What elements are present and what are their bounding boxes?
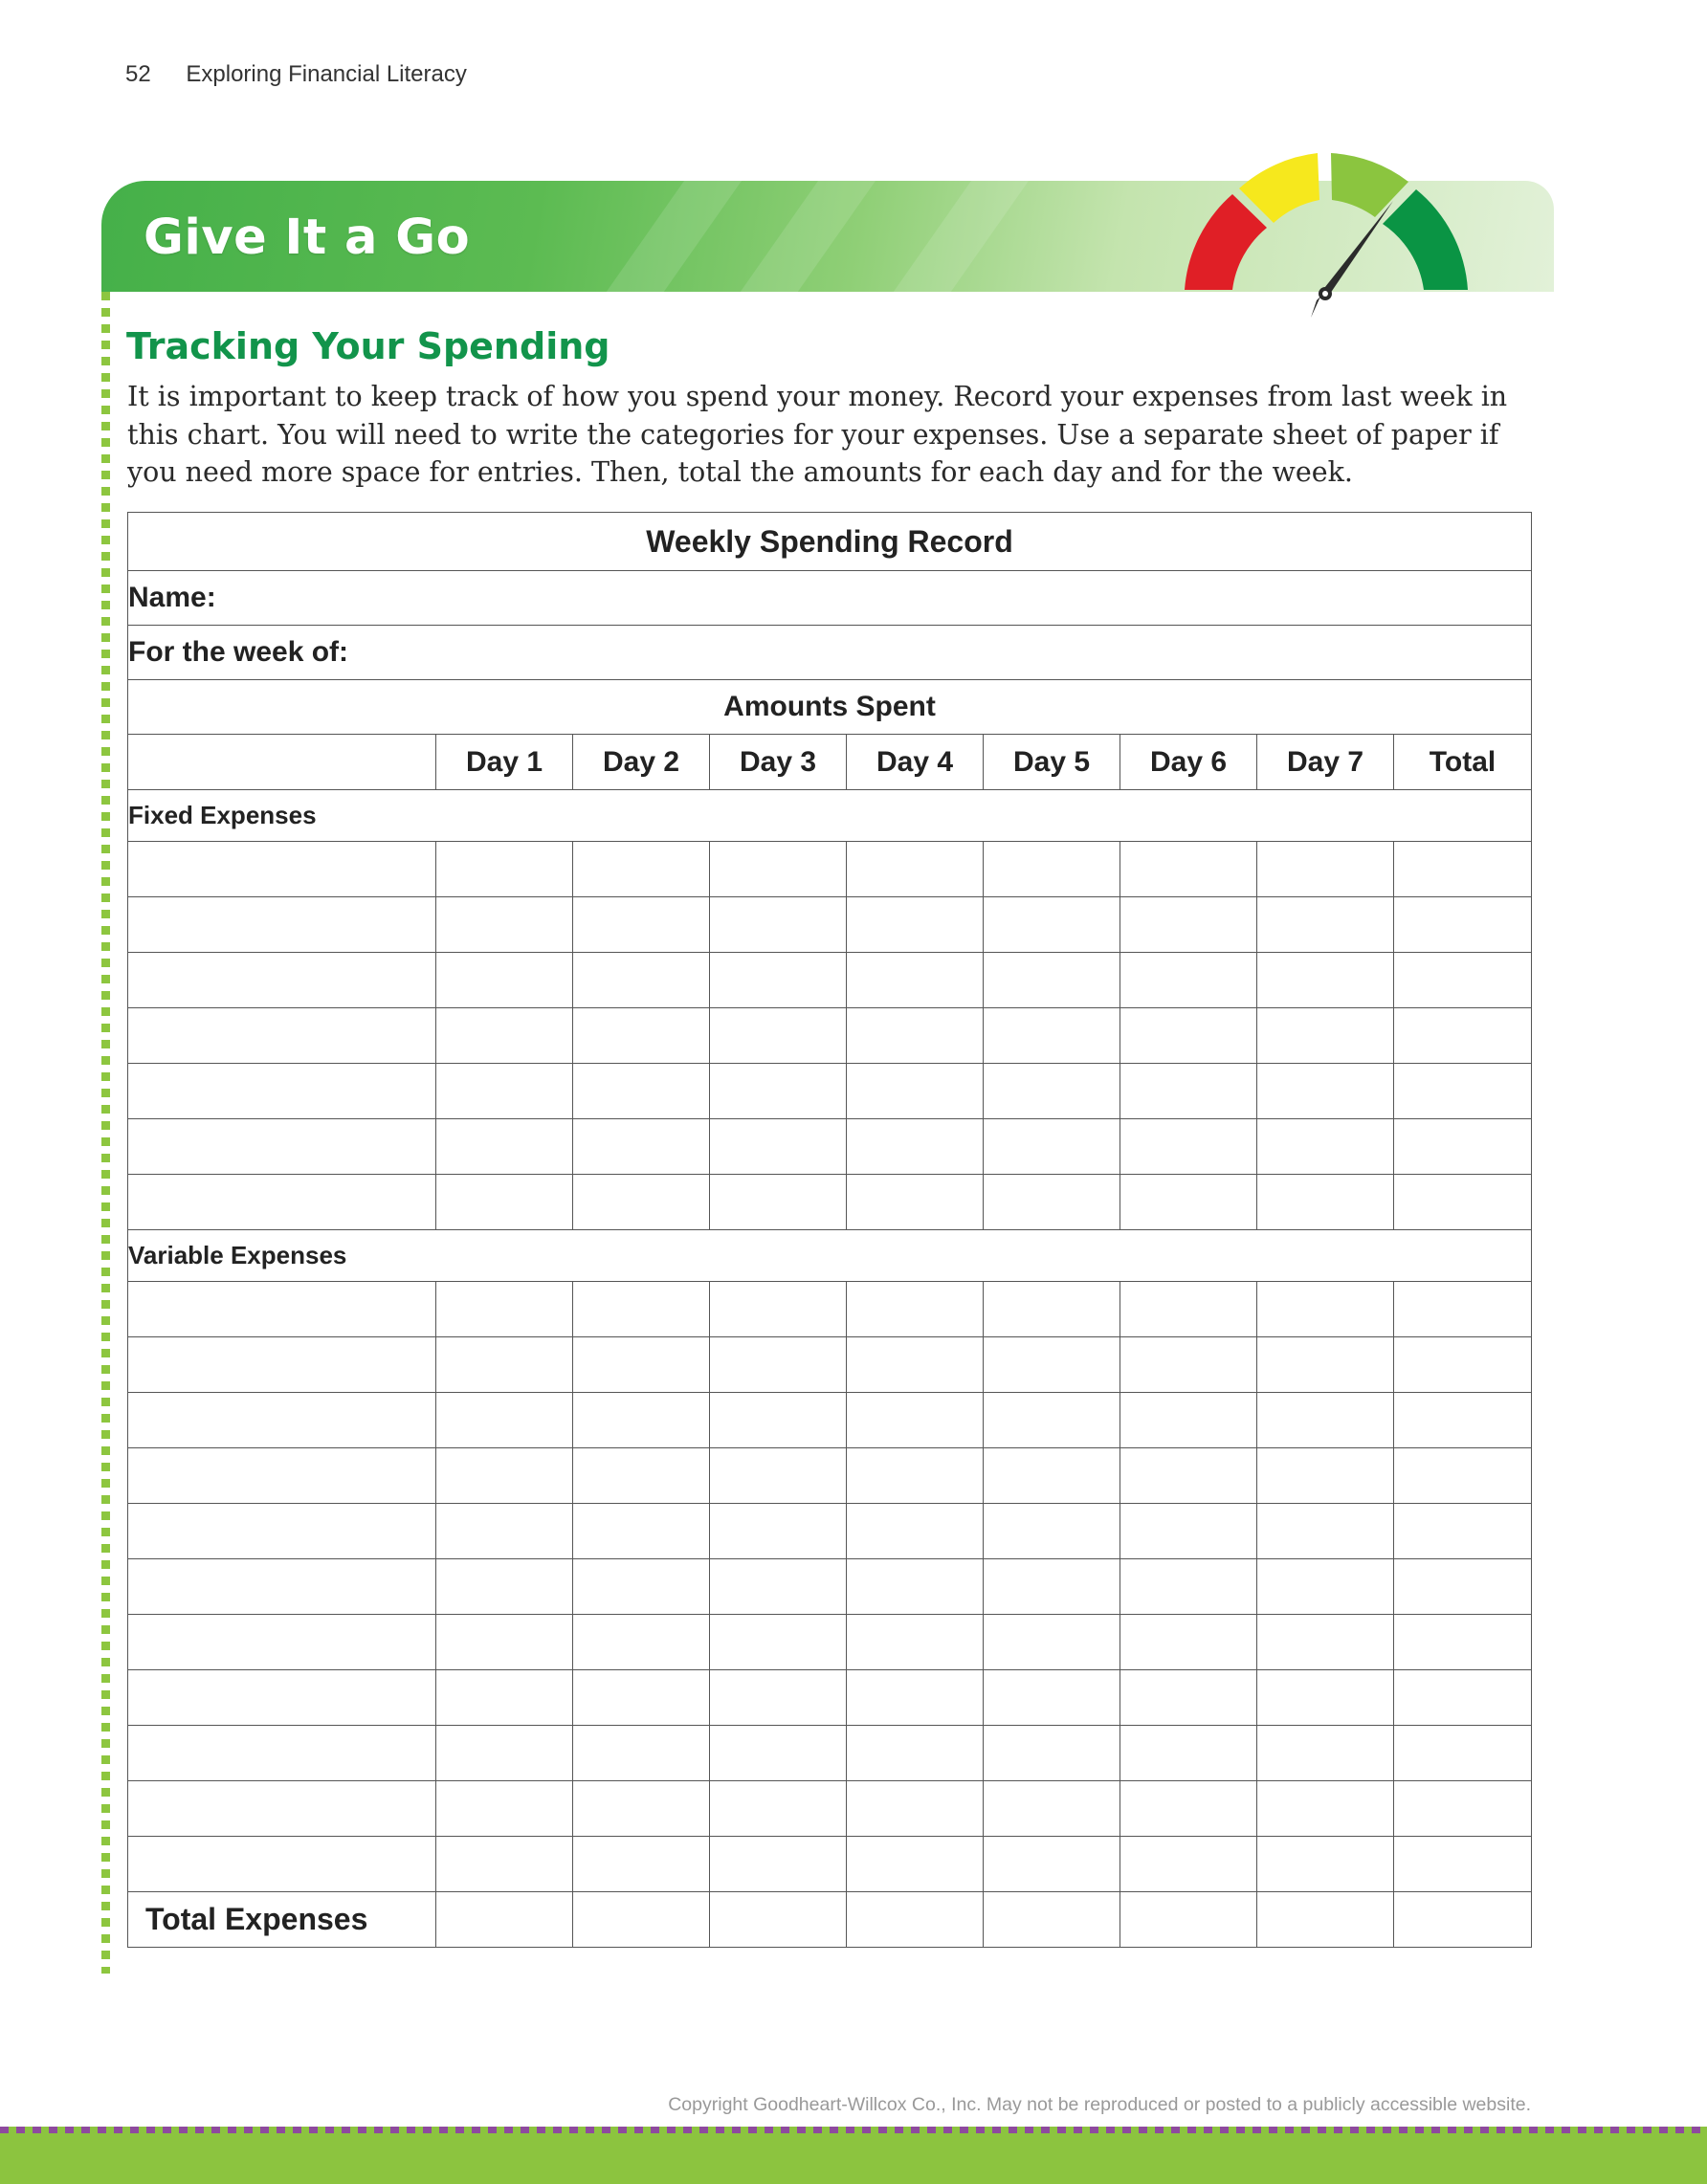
fixed-expense-category-cell[interactable]	[128, 953, 436, 1008]
fixed-expense-amount-cell[interactable]	[710, 1119, 847, 1175]
variable-expense-amount-cell[interactable]	[847, 1781, 984, 1837]
variable-expense-amount-cell[interactable]	[710, 1393, 847, 1448]
variable-expense-amount-cell[interactable]	[847, 1837, 984, 1892]
fixed-expense-amount-cell[interactable]	[1120, 842, 1257, 897]
variable-expense-amount-cell[interactable]	[984, 1559, 1120, 1615]
column-header-day-6: Day 6	[1120, 735, 1257, 790]
variable-expense-amount-cell[interactable]	[847, 1670, 984, 1726]
column-header-day-2: Day 2	[573, 735, 710, 790]
variable-expense-amount-cell[interactable]	[1257, 1504, 1394, 1559]
column-header-day-5: Day 5	[984, 735, 1120, 790]
total-expenses-label: Total Expenses	[128, 1892, 436, 1948]
variable-expense-amount-cell[interactable]	[984, 1393, 1120, 1448]
variable-expense-amount-cell[interactable]	[1120, 1726, 1257, 1781]
fixed-expense-amount-cell[interactable]	[1394, 1119, 1532, 1175]
variable-expense-amount-cell[interactable]	[847, 1337, 984, 1393]
variable-expense-amount-cell[interactable]	[1394, 1337, 1532, 1393]
column-header-day-7: Day 7	[1257, 735, 1394, 790]
variable-expense-amount-cell[interactable]	[436, 1726, 573, 1781]
variable-expense-row	[128, 1837, 1532, 1892]
variable-expense-amount-cell[interactable]	[573, 1615, 710, 1670]
fixed-expense-amount-cell[interactable]	[984, 897, 1120, 953]
variable-expense-amount-cell[interactable]	[847, 1282, 984, 1337]
variable-expense-amount-cell[interactable]	[984, 1448, 1120, 1504]
variable-expense-amount-cell[interactable]	[710, 1559, 847, 1615]
fixed-expense-category-cell[interactable]	[128, 1119, 436, 1175]
fixed-expense-amount-cell[interactable]	[847, 842, 984, 897]
total-cell-week[interactable]	[1394, 1892, 1532, 1948]
variable-expense-amount-cell[interactable]	[1394, 1670, 1532, 1726]
fixed-expense-amount-cell[interactable]	[710, 1008, 847, 1064]
fixed-expense-row	[128, 1119, 1532, 1175]
variable-expense-category-cell[interactable]	[128, 1781, 436, 1837]
fixed-expense-category-cell[interactable]	[128, 897, 436, 953]
variable-expense-amount-cell[interactable]	[1257, 1837, 1394, 1892]
book-title: Exploring Financial Literacy	[186, 61, 467, 87]
variable-expense-amount-cell[interactable]	[1120, 1282, 1257, 1337]
variable-expense-amount-cell[interactable]	[1120, 1670, 1257, 1726]
column-header-total: Total	[1394, 735, 1532, 790]
fixed-expense-amount-cell[interactable]	[436, 842, 573, 897]
variable-expense-amount-cell[interactable]	[573, 1448, 710, 1504]
fixed-expense-amount-cell[interactable]	[847, 1064, 984, 1119]
variable-expense-amount-cell[interactable]	[1394, 1615, 1532, 1670]
fixed-expense-amount-cell[interactable]	[573, 1175, 710, 1230]
variable-expense-amount-cell[interactable]	[984, 1670, 1120, 1726]
fixed-expense-category-cell[interactable]	[128, 1008, 436, 1064]
weekly-spending-record-table	[127, 512, 1532, 1948]
fixed-expense-amount-cell[interactable]	[573, 953, 710, 1008]
total-cell-day-5[interactable]	[984, 1892, 1120, 1948]
fixed-expense-amount-cell[interactable]	[1120, 1008, 1257, 1064]
variable-expense-row	[128, 1726, 1532, 1781]
variable-expense-amount-cell[interactable]	[573, 1559, 710, 1615]
variable-expense-category-cell[interactable]	[128, 1726, 436, 1781]
variable-expense-amount-cell[interactable]	[1394, 1837, 1532, 1892]
variable-expense-category-cell[interactable]	[128, 1337, 436, 1393]
column-header-day-1: Day 1	[436, 735, 573, 790]
fixed-expense-amount-cell[interactable]	[984, 1008, 1120, 1064]
fixed-expense-amount-cell[interactable]	[573, 842, 710, 897]
variable-expense-amount-cell[interactable]	[984, 1337, 1120, 1393]
fixed-expense-category-cell[interactable]	[128, 842, 436, 897]
fixed-expense-amount-cell[interactable]	[1257, 842, 1394, 897]
variable-expense-amount-cell[interactable]	[436, 1337, 573, 1393]
banner-title: Give It a Go	[144, 210, 471, 266]
variable-expense-amount-cell[interactable]	[1257, 1670, 1394, 1726]
variable-expense-amount-cell[interactable]	[1120, 1781, 1257, 1837]
fixed-expense-amount-cell[interactable]	[436, 1008, 573, 1064]
fixed-expense-category-cell[interactable]	[128, 1064, 436, 1119]
variable-expense-amount-cell[interactable]	[984, 1837, 1120, 1892]
variable-expense-amount-cell[interactable]	[710, 1615, 847, 1670]
fixed-expense-amount-cell[interactable]	[847, 897, 984, 953]
footer-dashed-rule	[0, 2127, 1707, 2133]
variable-expense-amount-cell[interactable]	[436, 1837, 573, 1892]
fixed-expense-amount-cell[interactable]	[1394, 1175, 1532, 1230]
fixed-expense-amount-cell[interactable]	[710, 953, 847, 1008]
fixed-expense-amount-cell[interactable]	[1257, 1064, 1394, 1119]
variable-expense-amount-cell[interactable]	[847, 1559, 984, 1615]
variable-expense-amount-cell[interactable]	[1394, 1282, 1532, 1337]
variable-expense-amount-cell[interactable]	[1394, 1726, 1532, 1781]
fixed-expense-amount-cell[interactable]	[710, 1064, 847, 1119]
variable-expense-amount-cell[interactable]	[1257, 1448, 1394, 1504]
variable-expense-category-cell[interactable]	[128, 1837, 436, 1892]
fixed-expense-amount-cell[interactable]	[436, 1175, 573, 1230]
fixed-expense-amount-cell[interactable]	[436, 1119, 573, 1175]
variable-expense-amount-cell[interactable]	[847, 1726, 984, 1781]
variable-expense-row	[128, 1337, 1532, 1393]
variable-expense-amount-cell[interactable]	[573, 1337, 710, 1393]
variable-expense-row	[128, 1670, 1532, 1726]
variable-expense-category-cell[interactable]	[128, 1615, 436, 1670]
page-number: 52	[125, 61, 151, 87]
fixed-expense-category-cell[interactable]	[128, 1175, 436, 1230]
variable-expense-amount-cell[interactable]	[984, 1504, 1120, 1559]
fixed-expense-amount-cell[interactable]	[1257, 1008, 1394, 1064]
fixed-expense-amount-cell[interactable]	[573, 897, 710, 953]
variable-expense-amount-cell[interactable]	[1120, 1559, 1257, 1615]
fixed-expense-amount-cell[interactable]	[1120, 1119, 1257, 1175]
variable-expense-amount-cell[interactable]	[1120, 1337, 1257, 1393]
fixed-expense-amount-cell[interactable]	[1394, 1064, 1532, 1119]
fixed-expense-row	[128, 1175, 1532, 1230]
fixed-expense-amount-cell[interactable]	[573, 1119, 710, 1175]
fixed-expense-amount-cell[interactable]	[710, 842, 847, 897]
variable-expenses-label: Variable Expenses	[128, 1230, 1532, 1282]
variable-expense-category-cell[interactable]	[128, 1448, 436, 1504]
variable-expense-row	[128, 1393, 1532, 1448]
total-expenses-row	[128, 1892, 1532, 1948]
variable-expense-amount-cell[interactable]	[436, 1559, 573, 1615]
fixed-expense-row	[128, 1064, 1532, 1119]
section-heading: Tracking Your Spending	[126, 325, 610, 367]
fixed-expense-amount-cell[interactable]	[984, 1064, 1120, 1119]
variable-expense-amount-cell[interactable]	[847, 1504, 984, 1559]
total-cell-day-2[interactable]	[573, 1892, 710, 1948]
variable-expense-amount-cell[interactable]	[710, 1837, 847, 1892]
variable-expense-category-cell[interactable]	[128, 1559, 436, 1615]
fixed-expense-amount-cell[interactable]	[1257, 1119, 1394, 1175]
fixed-expense-amount-cell[interactable]	[573, 1064, 710, 1119]
variable-expense-amount-cell[interactable]	[436, 1282, 573, 1337]
variable-expense-amount-cell[interactable]	[984, 1615, 1120, 1670]
variable-expense-amount-cell[interactable]	[436, 1615, 573, 1670]
fixed-expense-amount-cell[interactable]	[436, 953, 573, 1008]
speedometer-icon	[1177, 143, 1479, 325]
variable-expense-amount-cell[interactable]	[984, 1282, 1120, 1337]
variable-expense-amount-cell[interactable]	[710, 1504, 847, 1559]
variable-expense-row	[128, 1559, 1532, 1615]
variable-expense-amount-cell[interactable]	[573, 1781, 710, 1837]
variable-expense-amount-cell[interactable]	[573, 1726, 710, 1781]
variable-expense-amount-cell[interactable]	[710, 1781, 847, 1837]
fixed-expense-row	[128, 1008, 1532, 1064]
variable-expense-amount-cell[interactable]	[984, 1781, 1120, 1837]
variable-expense-amount-cell[interactable]	[1394, 1504, 1532, 1559]
fixed-expense-amount-cell[interactable]	[1120, 1064, 1257, 1119]
fixed-expense-row	[128, 953, 1532, 1008]
fixed-expense-row	[128, 897, 1532, 953]
fixed-expense-amount-cell[interactable]	[1394, 1008, 1532, 1064]
table-title: Weekly Spending Record	[128, 513, 1532, 571]
fixed-expense-amount-cell[interactable]	[847, 1175, 984, 1230]
fixed-expense-amount-cell[interactable]	[984, 1119, 1120, 1175]
variable-expense-amount-cell[interactable]	[1257, 1337, 1394, 1393]
total-cell-day-6[interactable]	[1120, 1892, 1257, 1948]
variable-expense-amount-cell[interactable]	[710, 1282, 847, 1337]
variable-expense-amount-cell[interactable]	[710, 1337, 847, 1393]
fixed-expense-amount-cell[interactable]	[847, 953, 984, 1008]
variable-expense-amount-cell[interactable]	[436, 1781, 573, 1837]
variable-expense-amount-cell[interactable]	[1394, 1393, 1532, 1448]
fixed-expense-amount-cell[interactable]	[1120, 1175, 1257, 1230]
variable-expense-amount-cell[interactable]	[710, 1726, 847, 1781]
variable-expense-amount-cell[interactable]	[1394, 1559, 1532, 1615]
intro-paragraph: It is important to keep track of how you spend your money. Record your expenses from last week in this chart. You will need to write the categories for your expenses. Use a separate sheet of paper if you need more space for entries. Then, total the amounts for each day and for the week.	[127, 381, 1508, 488]
total-cell-day-4[interactable]	[847, 1892, 984, 1948]
variable-expense-row	[128, 1448, 1532, 1504]
variable-expense-amount-cell[interactable]	[436, 1670, 573, 1726]
variable-expense-amount-cell[interactable]	[1257, 1781, 1394, 1837]
variable-expense-amount-cell[interactable]	[847, 1615, 984, 1670]
variable-expense-amount-cell[interactable]	[1120, 1448, 1257, 1504]
fixed-expense-amount-cell[interactable]	[436, 1064, 573, 1119]
copyright-notice: Copyright Goodheart-Willcox Co., Inc. May not be reproduced or posted to a publicly accessible website.	[668, 2094, 1531, 2115]
variable-expense-amount-cell[interactable]	[436, 1448, 573, 1504]
fixed-expense-amount-cell[interactable]	[1257, 1175, 1394, 1230]
fixed-expense-amount-cell[interactable]	[1120, 953, 1257, 1008]
fixed-expense-amount-cell[interactable]	[710, 1175, 847, 1230]
variable-expense-amount-cell[interactable]	[1120, 1615, 1257, 1670]
fixed-expense-amount-cell[interactable]	[984, 842, 1120, 897]
variable-expense-amount-cell[interactable]	[1257, 1726, 1394, 1781]
variable-expense-amount-cell[interactable]	[573, 1393, 710, 1448]
fixed-expenses-label: Fixed Expenses	[128, 790, 1532, 842]
fixed-expense-row	[128, 842, 1532, 897]
variable-expense-amount-cell[interactable]	[1120, 1393, 1257, 1448]
variable-expense-amount-cell[interactable]	[573, 1282, 710, 1337]
variable-expense-row	[128, 1282, 1532, 1337]
fixed-expense-amount-cell[interactable]	[1394, 842, 1532, 897]
variable-expense-amount-cell[interactable]	[1394, 1781, 1532, 1837]
fixed-expense-amount-cell[interactable]	[847, 1008, 984, 1064]
day-header-row	[128, 735, 1532, 790]
variable-expense-amount-cell[interactable]	[1394, 1448, 1532, 1504]
variable-expense-row	[128, 1615, 1532, 1670]
variable-expense-amount-cell[interactable]	[847, 1448, 984, 1504]
category-header-blank	[128, 735, 436, 790]
fixed-expense-amount-cell[interactable]	[573, 1008, 710, 1064]
fixed-expense-amount-cell[interactable]	[436, 897, 573, 953]
variable-expense-amount-cell[interactable]	[1257, 1393, 1394, 1448]
fixed-expense-amount-cell[interactable]	[710, 897, 847, 953]
variable-expense-amount-cell[interactable]	[436, 1393, 573, 1448]
variable-expense-row	[128, 1504, 1532, 1559]
variable-expense-amount-cell[interactable]	[1257, 1559, 1394, 1615]
variable-expense-category-cell[interactable]	[128, 1670, 436, 1726]
total-cell-day-1[interactable]	[436, 1892, 573, 1948]
variable-expense-amount-cell[interactable]	[710, 1670, 847, 1726]
fixed-expense-amount-cell[interactable]	[1257, 897, 1394, 953]
fixed-expense-amount-cell[interactable]	[1394, 953, 1532, 1008]
total-cell-day-3[interactable]	[710, 1892, 847, 1948]
variable-expense-category-cell[interactable]	[128, 1282, 436, 1337]
running-head	[125, 61, 467, 88]
variable-expense-amount-cell[interactable]	[573, 1670, 710, 1726]
fixed-expense-amount-cell[interactable]	[984, 1175, 1120, 1230]
footer-band	[0, 2129, 1707, 2184]
variable-expense-amount-cell[interactable]	[710, 1448, 847, 1504]
variable-expense-category-cell[interactable]	[128, 1504, 436, 1559]
fixed-expense-amount-cell[interactable]	[1257, 953, 1394, 1008]
total-cell-day-7[interactable]	[1257, 1892, 1394, 1948]
variable-expense-amount-cell[interactable]	[984, 1726, 1120, 1781]
column-header-day-3: Day 3	[710, 735, 847, 790]
variable-expense-category-cell[interactable]	[128, 1393, 436, 1448]
amounts-spent-header: Amounts Spent	[128, 680, 1532, 735]
variable-expense-amount-cell[interactable]	[573, 1504, 710, 1559]
variable-expense-amount-cell[interactable]	[847, 1393, 984, 1448]
fixed-expense-amount-cell[interactable]	[1120, 897, 1257, 953]
variable-expense-amount-cell[interactable]	[1120, 1504, 1257, 1559]
variable-expense-row	[128, 1781, 1532, 1837]
variable-expense-amount-cell[interactable]	[1257, 1282, 1394, 1337]
column-header-day-4: Day 4	[847, 735, 984, 790]
variable-expense-amount-cell[interactable]	[1120, 1837, 1257, 1892]
week-of-field[interactable]: For the week of:	[128, 626, 1532, 680]
fixed-expense-amount-cell[interactable]	[984, 953, 1120, 1008]
variable-expense-amount-cell[interactable]	[436, 1504, 573, 1559]
name-field[interactable]: Name:	[128, 571, 1532, 626]
variable-expense-amount-cell[interactable]	[1257, 1615, 1394, 1670]
fixed-expense-amount-cell[interactable]	[1394, 897, 1532, 953]
dotted-margin-rule	[101, 292, 110, 1974]
variable-expense-amount-cell[interactable]	[573, 1837, 710, 1892]
fixed-expense-amount-cell[interactable]	[847, 1119, 984, 1175]
